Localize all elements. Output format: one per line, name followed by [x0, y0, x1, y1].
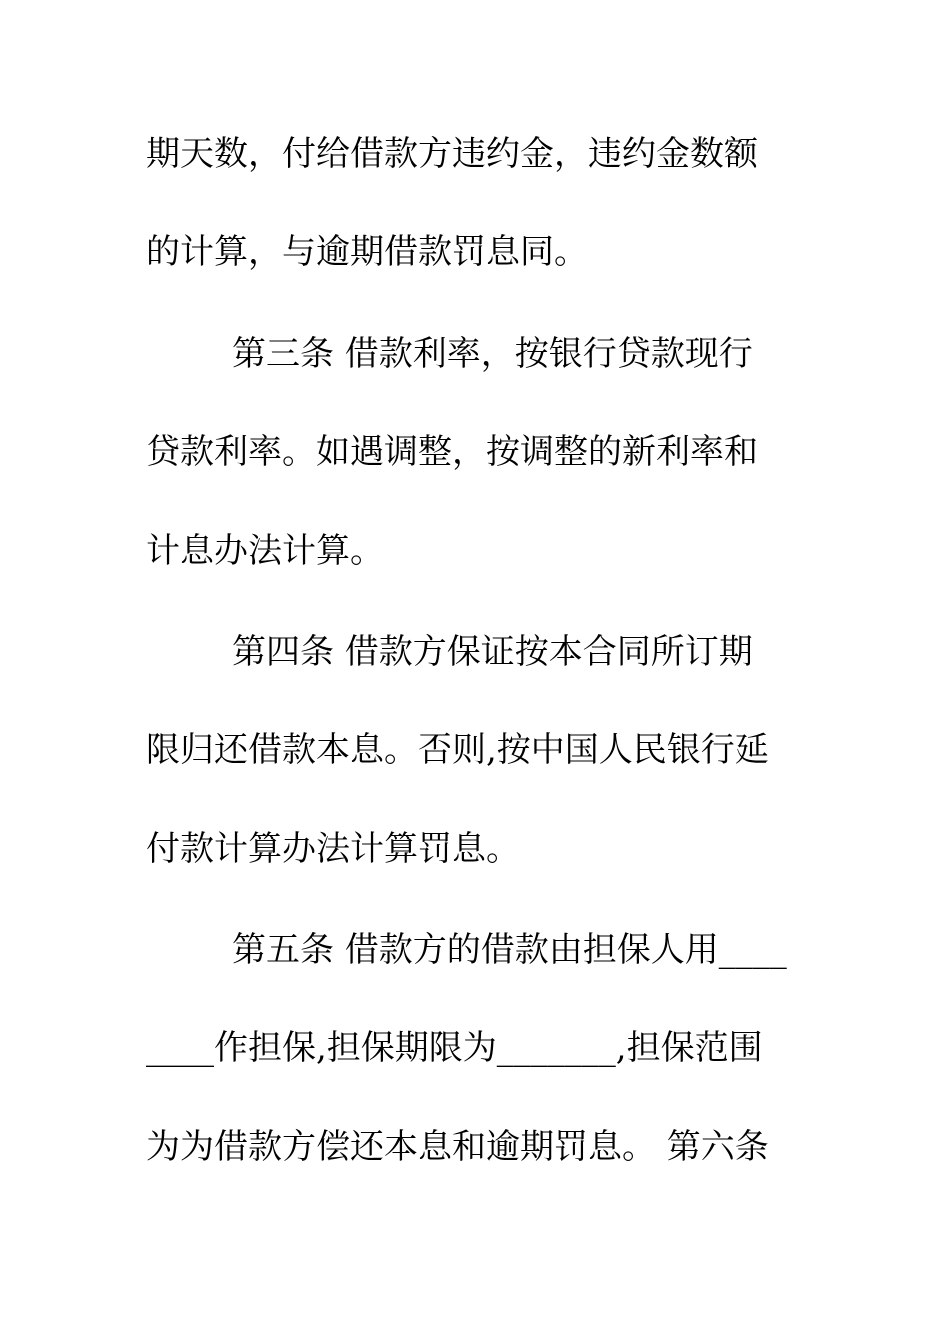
text-line: 计息办法计算。 — [146, 531, 384, 571]
text-line: 为为借款方偿还本息和逾期罚息。 第六条 — [146, 1127, 769, 1167]
text-line: 付款计算办法计算罚息。 — [146, 829, 520, 869]
article-3-heading-line: 第三条 借款利率，按银行贷款现行 — [232, 334, 753, 374]
text-line: 期天数，付给借款方违约金，违约金数额 — [146, 134, 758, 174]
article-4-heading-line: 第四条 借款方保证按本合同所订期 — [232, 632, 753, 672]
article-5-heading-line: 第五条 借款方的借款由担保人用____ — [232, 930, 787, 970]
text-line: ____作担保,担保期限为_______,担保范围 — [146, 1028, 763, 1068]
text-line: 贷款利率。如遇调整，按调整的新利率和 — [146, 432, 758, 472]
text-line: 的计算，与逾期借款罚息同。 — [146, 232, 588, 272]
text-line: 限归还借款本息。否则,按中国人民银行延 — [146, 730, 769, 770]
